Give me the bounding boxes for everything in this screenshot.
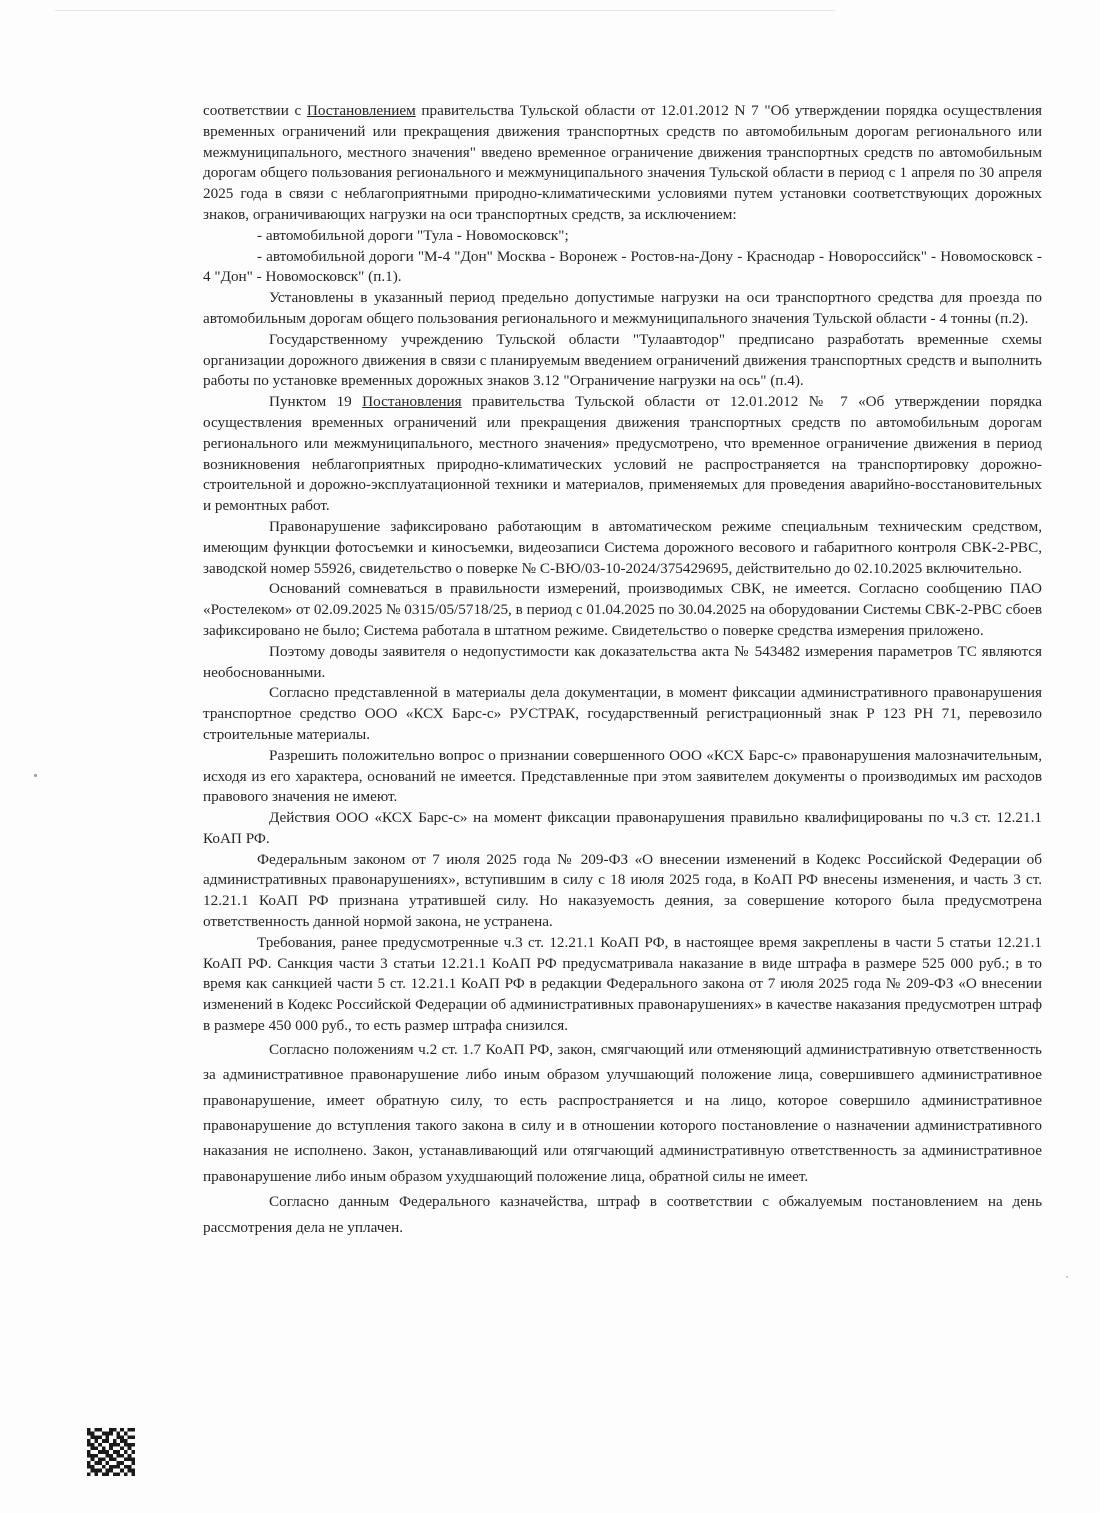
qr-module [102, 1465, 106, 1469]
qr-module [109, 1469, 113, 1473]
paragraph-text: Государственному учреждению Тульской области "Тулаавтодор" предписано разработать временные схемы организации дорожного движения в связи с планируемым введением ограничений движения транспортных средств и выполнить работы по установке временных дорожных знаков 3.12 "Ограничение нагрузки на ось" (п.4). [203, 330, 1042, 390]
qr-module [113, 1458, 117, 1462]
qr-module [120, 1428, 124, 1432]
paragraph [203, 579, 1042, 641]
qr-module [109, 1458, 113, 1462]
qr-module [94, 1446, 98, 1450]
paragraph-text: Правонарушение зафиксировано работающим в автоматическом режиме специальным техническим средством, имеющим функции фотосъемки и киносъемки, видеозаписи Система дорожного весового и габаритного контроля СВК-2-РВС, заводской номер 55926, свидетельство о поверке № С-ВЮ/03-10-2024/375429695, действительно до 02.10.2025 включительно. [203, 517, 1042, 577]
paragraph [203, 1037, 1042, 1189]
qr-module [131, 1428, 135, 1432]
qr-module [113, 1428, 117, 1432]
qr-module [117, 1465, 121, 1469]
scan-mark [1066, 1276, 1068, 1278]
qr-module [113, 1439, 117, 1443]
paragraph [203, 247, 1042, 289]
qr-module [98, 1428, 102, 1432]
qr-module [128, 1454, 132, 1458]
qr-module [87, 1443, 91, 1447]
qr-module [131, 1450, 135, 1454]
qr-module [94, 1454, 98, 1458]
paragraph [203, 746, 1042, 808]
qr-module [94, 1472, 98, 1476]
qr-module [102, 1439, 106, 1443]
qr-module [117, 1472, 121, 1476]
paragraph [203, 850, 1042, 933]
qr-module [91, 1446, 95, 1450]
qr-module [105, 1472, 109, 1476]
qr-module [109, 1465, 113, 1469]
qr-module [87, 1432, 91, 1436]
qr-module [109, 1454, 113, 1458]
paragraph-text: Поэтому доводы заявителя о недопустимости как доказательства акта № 543482 измерения параметров ТС являются необоснованными. [203, 642, 1042, 681]
qr-module [98, 1458, 102, 1462]
qr-module [94, 1439, 98, 1443]
qr-module [124, 1439, 128, 1443]
qr-module [128, 1458, 132, 1462]
qr-module [98, 1450, 102, 1454]
qr-module [120, 1469, 124, 1473]
paragraph [203, 683, 1042, 745]
qr-module [117, 1450, 121, 1454]
qr-module [94, 1428, 98, 1432]
qr-module [91, 1458, 95, 1462]
document-body [203, 101, 1042, 1240]
qr-module [94, 1461, 98, 1465]
scan-speck [34, 774, 37, 777]
qr-module [120, 1439, 124, 1443]
qr-module [102, 1446, 106, 1450]
paragraph [203, 517, 1042, 579]
qr-module [105, 1454, 109, 1458]
paragraph-text: правительства Тульской области от 12.01.2012 № 7 «Об утверждении порядка осуществления временных ограничений или прекращения движения транспортных средств по автомобильным дорогам регионального или межмуниципального, местного значения» предусмотрено, что временное ограничение движения в период возникновения неблагоприятных природно-климатических условий не распространяется на транспортировку дорожно-строительной и дорожно-эксплуатационной техники и материалов, применяемых для проведения аварийно-восстановительных и ремонтных работ. [203, 393, 1042, 515]
qr-module [87, 1450, 91, 1454]
qr-module [105, 1439, 109, 1443]
qr-module [91, 1443, 95, 1447]
qr-module [117, 1461, 121, 1465]
paragraph [203, 392, 1042, 517]
paragraph [203, 288, 1042, 330]
qr-module [105, 1450, 109, 1454]
qr-module [113, 1443, 117, 1447]
document-link: Постановления [362, 393, 462, 411]
qr-module [131, 1458, 135, 1462]
qr-module [102, 1450, 106, 1454]
paragraph-text: Установлены в указанный период предельно допустимые нагрузки на оси транспортного средства для проезда по автомобильным дорогам общего пользования регионального и межмуниципального значения Тульской области - 4 тонны (п.2). [203, 289, 1042, 327]
paragraph [203, 808, 1042, 850]
paragraph [203, 933, 1042, 1037]
qr-module [120, 1454, 124, 1458]
qr-module [131, 1469, 135, 1473]
qr-module [131, 1472, 135, 1476]
qr-module [113, 1450, 117, 1454]
qr-module [98, 1443, 102, 1447]
qr-module [87, 1428, 91, 1432]
qr-module [105, 1461, 109, 1465]
paragraph-text: - автомобильной дороги "Тула - Новомосковск"; [257, 226, 569, 244]
qr-module [120, 1461, 124, 1465]
paragraph-text: соответствии с [203, 102, 307, 119]
qr-module [105, 1432, 109, 1436]
qr-module [105, 1435, 109, 1439]
qr-module [87, 1461, 91, 1465]
qr-module [98, 1469, 102, 1473]
qr-module [128, 1469, 132, 1473]
qr-module [109, 1443, 113, 1447]
qr-module [124, 1432, 128, 1436]
qr-module [98, 1435, 102, 1439]
paragraph-text: Согласно данным Федерального казначейства, штраф в соответствии с обжалуемым постановлением на день рассмотрения дела не уплачен. [203, 1193, 1042, 1236]
paragraph [203, 642, 1042, 684]
paragraph [203, 1189, 1042, 1240]
paragraph-text: Федеральным законом от 7 июля 2025 года № 209-ФЗ «О внесении изменений в Кодекс Российской Федерации об административных правонарушениях», вступившим в силу с 18 июля 2025 года, в КоАП РФ внесены изменения, и часть 3 ст. 12.21.1 КоАП РФ признана утратившей силу. Но наказуемость деяния, за совершение которого была предусмотрена ответственность данной нормой закона, не устранена. [203, 850, 1042, 931]
qr-module [128, 1443, 132, 1447]
qr-module [124, 1443, 128, 1447]
document-link: Постановлением [306, 102, 416, 119]
qr-module [91, 1435, 95, 1439]
qr-module [91, 1432, 95, 1436]
paragraph-text: правительства Тульской области от 12.01.2012 N 7 "Об утверждении порядка осуществления временных ограничений или прекращения движения транспортных средств по автомобильным дорогам регионального или межмуниципального, местного значения" введено временное ограничение движения транспортных средств по автомобильным дорогам общего пользования регионального и межмуниципального значения Тульской области в период с 1 апреля по 30 апреля 2025 года в связи с неблагоприятными природно-климатическими условиями путем установки соответствующих дорожных знаков, ограничивающих нагрузки на оси транспортных средств, за исключением: [203, 102, 1042, 223]
qr-module [117, 1454, 121, 1458]
qr-module [128, 1435, 132, 1439]
qr-module [113, 1465, 117, 1469]
paragraph [203, 101, 1042, 226]
qr-module [128, 1465, 132, 1469]
paragraph-text: Пунктом 19 [269, 393, 363, 411]
qr-module [124, 1465, 128, 1469]
qr-module [87, 1454, 91, 1458]
qr-module [87, 1439, 91, 1443]
qr-module [102, 1472, 106, 1476]
qr-module [102, 1458, 106, 1462]
qr-module [109, 1446, 113, 1450]
qr-module [102, 1432, 106, 1436]
qr-module [91, 1469, 95, 1473]
paragraph-text: Оснований сомневаться в правильности измерений, производимых СВК, не имеется. Согласно сообщению ПАО «Ростелеком» от 02.09.2025 № 0315/05/5718/25, в период с 01.04.2025 по 30.04.2025 на оборудовании Системы СВК-2-РВС сбоев зафиксировано не было; Система работала в штатном режиме. Свидетельство о поверке средства измерения приложено. [203, 580, 1042, 639]
qr-module [91, 1454, 95, 1458]
paragraph-text: Действия ООО «КСХ Барс-с» на момент фиксации правонарушения правильно квалифицированы по ч.3 ст. 12.21.1 КоАП РФ. [203, 809, 1042, 847]
qr-module [117, 1443, 121, 1447]
qr-module [87, 1472, 91, 1476]
qr-module [117, 1435, 121, 1439]
qr-module [128, 1446, 132, 1450]
qr-module [124, 1458, 128, 1462]
qr-module [128, 1428, 132, 1432]
qr-module [109, 1432, 113, 1436]
paragraph [203, 330, 1042, 392]
qr-module [94, 1435, 98, 1439]
qr-module [113, 1472, 117, 1476]
qr-module [91, 1465, 95, 1469]
paragraph-text: Разрешить положительно вопрос о признании совершенного ООО «КСХ Барс-с» правонарушения малозначительным, исходя из его характера, оснований не имеется. Представленные при этом заявителем документы о производимых им расходов правового значения не имеют. [203, 746, 1042, 806]
qr-module [98, 1461, 102, 1465]
qr-module [105, 1469, 109, 1473]
paragraph-text: Согласно представленной в материалы дела документации, в момент фиксации административного правонарушения транспортное средство ООО «КСХ Барс-с» РУСТРАК, государственный регистрационный знак Р 123 РН 71, перевозило строительные материалы. [203, 684, 1042, 743]
paragraph [203, 226, 1042, 247]
paragraph-text: Согласно положениям ч.2 ст. 1.7 КоАП РФ, закон, смягчающий или отменяющий административную ответственность за административное правонарушение либо иным образом улучшающий положение лица, совершившего административное правонарушение, имеет обратную силу, то есть распространяется и на лицо, которое совершило административное правонарушение до вступления такого закона в силу и в отношении которого постановление о назначении административного наказания не исполнено. Закон, устанавливающий или отягчающий административную ответственность за административное правонарушение либо иным образом ухудшающий положение лица, обратной силы не имеет. [203, 1040, 1042, 1185]
qr-module [131, 1435, 135, 1439]
qr-module [87, 1465, 91, 1469]
qr-module [94, 1469, 98, 1473]
qr-module [120, 1446, 124, 1450]
paragraph-text: - автомобильной дороги "М-4 "Дон" Москва - Воронеж - Ростов-на-Дону - Краснодар - Новороссийск" - Новомосковск - 4 "Дон" - Новомосковск" (п.1). [203, 247, 1042, 286]
qr-module [124, 1450, 128, 1454]
qr-module [131, 1461, 135, 1465]
qr-code-icon [87, 1428, 135, 1476]
paragraph-text: Требования, ранее предусмотренные ч.3 ст. 12.21.1 КоАП РФ, в настоящее время закреплены в части 5 статьи 12.21.1 КоАП РФ. Санкция части 3 статьи 12.21.1 КоАП РФ предусматривала наказание в виде штрафа в размере 525 000 руб.; в то время как санкцией части 5 ст. 12.21.1 КоАП РФ в редакции Федерального закона от 7 июля 2025 года № 209-ФЗ «О внесении изменений в Кодекс Российской Федерации об административных правонарушениях» в качестве наказания предусмотрен штраф в размере 450 000 руб., то есть размер штрафа снизился. [203, 933, 1042, 1035]
scan-edge-line [55, 10, 835, 11]
qr-module [117, 1432, 121, 1436]
qr-module [109, 1428, 113, 1432]
qr-module [120, 1435, 124, 1439]
qr-module [124, 1472, 128, 1476]
qr-module [131, 1443, 135, 1447]
